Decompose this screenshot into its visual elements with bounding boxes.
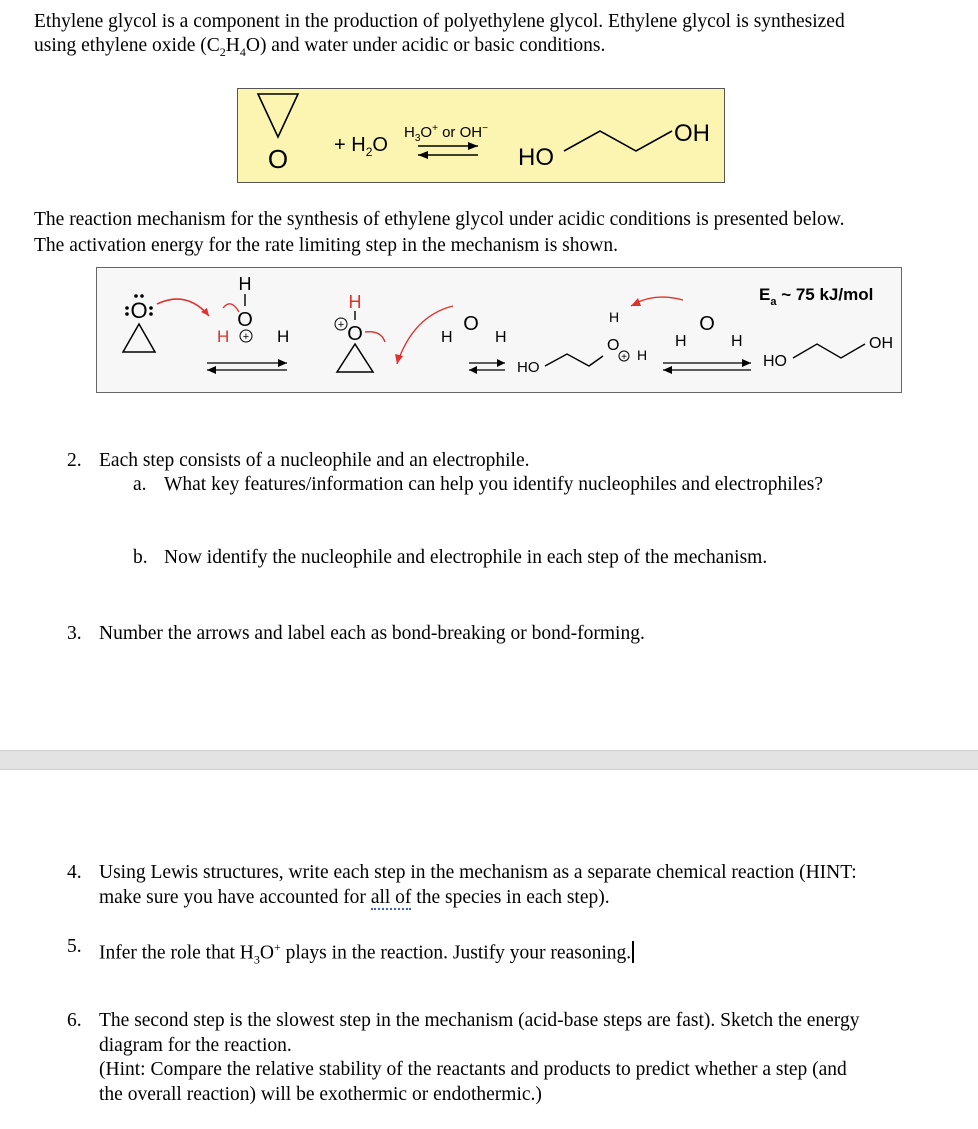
curved-arrow-1 (157, 299, 209, 316)
h3o-top-h: H (238, 274, 252, 294)
intermediate-right-h: H (637, 347, 648, 363)
intermediate-top-h: H (609, 309, 620, 325)
intro-line-1: Ethylene glycol is a component in the production of polyethylene glycol. Ethylene glycol is synthesized (34, 11, 845, 32)
q4-dotted-words: all of (370, 887, 412, 908)
water-right-h: H (495, 329, 507, 346)
q2b-text: Now identify the nucleophile and electrophile in each step of the mechanism. (164, 547, 768, 568)
q2a-letter: a. (133, 474, 147, 495)
product-oh: OH (674, 120, 710, 147)
protonated-oxygen: O (347, 323, 363, 345)
epoxide2-ring (337, 344, 373, 372)
reaction-conditions: $H_3O^+$ or OH− (404, 123, 488, 144)
water-plus: + $H_2O$ (334, 134, 388, 159)
product-chain (564, 131, 672, 151)
q6-line-3: (Hint: Compare the relative stability of the reactants and products to predict whether a step (and (99, 1059, 847, 1080)
q3-number: 3. (67, 623, 82, 644)
reverse-arrowhead (418, 151, 428, 159)
q2a-text: What key features/information can help you identify nucleophiles and electrophiles? (164, 474, 823, 495)
q4-line-2: make sure you have accounted for all of the species in each step). (99, 887, 610, 908)
overall-reaction-figure (237, 88, 725, 183)
forward-arrowhead (468, 142, 478, 150)
epoxide1-oxygen: O (130, 298, 148, 323)
final-ho: HO (763, 353, 787, 370)
water2-oxygen: O (699, 313, 715, 335)
overall-reaction-svg (238, 89, 724, 182)
epoxide-oxygen: O (267, 144, 289, 174)
h3o-left-h: H (217, 327, 230, 346)
page-break-divider (0, 750, 978, 770)
h3o-right-h: H (277, 327, 290, 346)
text-cursor (632, 941, 634, 963)
q4-number: 4. (67, 862, 82, 883)
water2-right-h: H (731, 333, 743, 350)
mechanism-svg (97, 268, 901, 392)
mechanism-figure (96, 267, 902, 393)
q6-line-4: the overall reaction) will be exothermic or endothermic.) (99, 1084, 542, 1105)
q4-line-1: Using Lewis structures, write each step in the mechanism as a separate chemical reaction (HINT: (99, 862, 857, 883)
q3-text: Number the arrows and label each as bond-breaking or bond-forming. (99, 623, 645, 644)
mechanism-intro-line-2: The activation energy for the rate limiting step in the mechanism is shown. (34, 235, 618, 256)
protonated-charge: + (337, 319, 345, 331)
curved-arrow-3 (365, 332, 385, 342)
q5-text[interactable]: Infer the role that $H_3O^+$ plays in the reaction. Justify your reasoning. (99, 935, 634, 971)
q6-line-2: diagram for the reaction. (99, 1035, 292, 1056)
intermediate-oxygen: O (607, 337, 620, 354)
activation-energy: $E_a$ ~ 75 kJ/mol (759, 285, 874, 308)
water-oxygen: O (463, 313, 479, 335)
water2-left-h: H (675, 333, 687, 350)
final-oh: OH (869, 335, 893, 352)
q6-number: 6. (67, 1010, 82, 1031)
q2b-letter: b. (133, 547, 148, 568)
mechanism-intro-line-1: The reaction mechanism for the synthesis of ethylene glycol under acidic conditions is presented below. (34, 209, 845, 230)
protonated-h: H (348, 292, 362, 312)
intro-line-2: using ethylene oxide $(C_2H_4O)$ and water under acidic or basic conditions. (34, 35, 606, 59)
intermediate-ho: HO (517, 359, 540, 376)
epoxide1-ring (123, 324, 155, 352)
intermediate-charge: + (621, 352, 627, 363)
h3o-oxygen: O (237, 309, 253, 331)
water-left-h: H (441, 329, 453, 346)
h3o-charge: + (242, 331, 250, 343)
q5-number: 5. (67, 936, 82, 957)
q2-number: 2. (67, 450, 82, 471)
epoxide-ring (258, 94, 298, 137)
product-ho: HO (518, 144, 554, 171)
q6-line-1: The second step is the slowest step in the mechanism (acid-base steps are fast). Sketch the energy (99, 1010, 860, 1031)
q2-text: Each step consists of a nucleophile and an electrophile. (99, 450, 530, 471)
